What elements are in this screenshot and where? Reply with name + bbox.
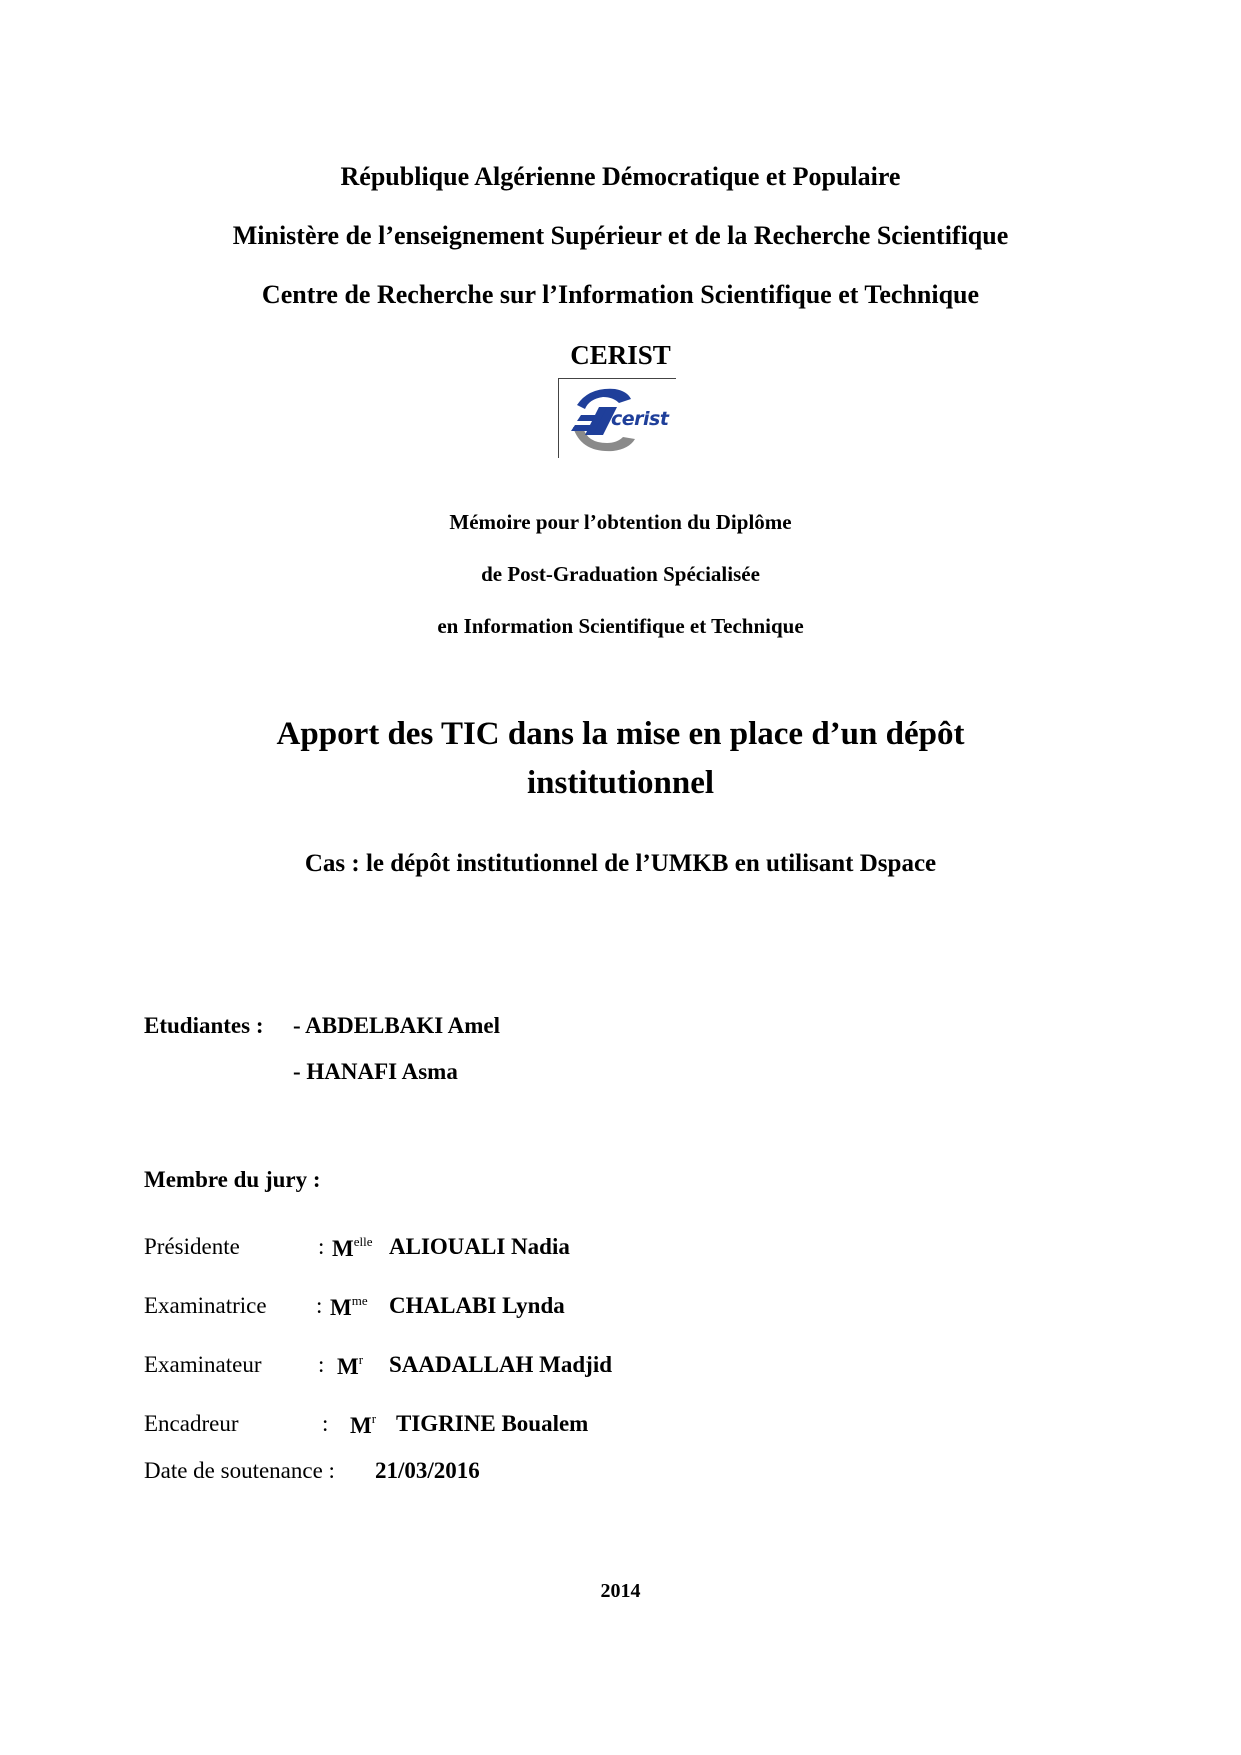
students-label: Etudiantes : [144,1013,264,1038]
jury-label: Membre du jury : [144,1167,321,1192]
case-study-subtitle: Cas : le dépôt institutionnel de l’UMKB en utilisant Dspace [304,850,937,877]
ministry-line: Ministère de l’enseignement Supérieur et de la Recherche Scientifique [232,221,1009,250]
defense-date-row [144,1458,704,1488]
jury-role: Examinateur [144,1352,262,1377]
jury-colon: : [322,1411,329,1436]
defense-date-value: 21/03/2016 [375,1458,480,1483]
defense-date-label: Date de soutenance : [144,1458,335,1483]
republic-line: République Algérienne Démocratique et Populaire [340,162,901,191]
research-center-line: Centre de Recherche sur l’Information Scientifique et Technique [261,280,980,309]
jury-member-name: SAADALLAH Madjid [389,1352,613,1377]
memoire-line-1: Mémoire pour l’obtention du Diplôme [449,510,792,534]
thesis-title-line-1: Apport des TIC dans la mise en place d’un dépôt [276,716,965,752]
cerist-label: CERIST [570,340,671,370]
cerist-wordmark: cerist [611,408,669,430]
jury-member-name: CHALABI Lynda [389,1293,565,1318]
jury-member-examiner-2 [144,1352,704,1382]
thesis-title-line-2: institutionnel [526,765,715,801]
jury-member-supervisor [144,1411,704,1441]
jury-honorific: $M^{elle}$ [332,1234,373,1261]
jury-colon: : [316,1293,323,1318]
jury-member-examiner-1 [144,1293,704,1323]
year: 2014 [600,1580,641,1602]
jury-honorific: $M^r$ [350,1411,377,1438]
jury-member-president [144,1234,704,1264]
jury-honorific: $M^r$ [337,1352,364,1379]
memoire-line-2: de Post-Graduation Spécialisée [481,562,760,586]
jury-member-name: TIGRINE Boualem [396,1411,589,1436]
student-name-1: - ABDELBAKI Amel [293,1013,501,1038]
jury-role: Examinatrice [144,1293,267,1318]
memoire-line-3: en Information Scientifique et Technique [437,614,804,638]
jury-honorific: $M^{me}$ [330,1293,368,1320]
jury-role: Encadreur [144,1411,239,1436]
jury-role: Présidente [144,1234,240,1259]
jury-member-name: ALIOUALI Nadia [389,1234,570,1259]
student-name-2: - HANAFI Asma [293,1059,458,1084]
cerist-logo [558,378,676,458]
jury-colon: : [318,1234,325,1259]
jury-colon: : [318,1352,325,1377]
